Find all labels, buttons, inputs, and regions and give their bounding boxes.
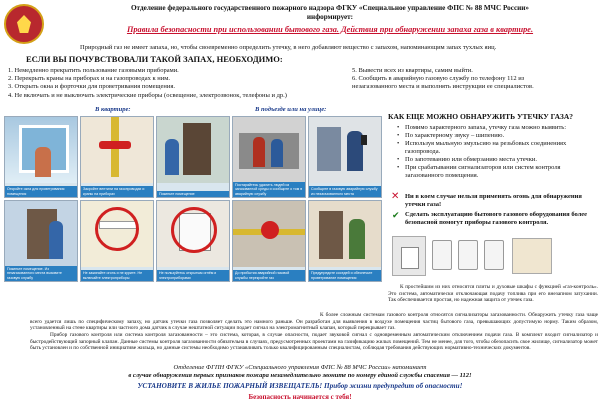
steps-left — [8, 67, 287, 100]
card-caption: Сообщите в газовую аварийную службу из незагазованного места — [309, 186, 381, 197]
header-informs: информирует: — [306, 13, 354, 21]
card-caption: Предупредите соседей и обеспечьте проветривание помещения — [309, 270, 381, 281]
detector-icon — [484, 240, 504, 270]
detect-title: КАК ЕЩЕ МОЖНО ОБНАРУЖИТЬ УТЕЧКУ ГАЗА? — [388, 112, 573, 121]
step-item: 4. Не включать и не выключать электрические приборы (освещение, электрозвонок, телефоны и др.) — [8, 91, 287, 99]
footer-emergency: в случае обнаружения первых признаков пожара незамедлительно звоните по номеру единой службы спасения — 112! — [128, 372, 472, 379]
step-item: 5. Вывести всех из квартиры, самим выйти. — [352, 67, 473, 74]
detect-item: • По запотеванию или обмерзанию места утечки. — [396, 156, 586, 164]
person-icon — [349, 219, 365, 259]
person-icon — [35, 147, 51, 177]
footer-reminder: Отделение ФГПН ФГКУ «Специального управления ФПС № 88 МЧС России» напоминает — [173, 364, 427, 371]
person-icon — [165, 139, 179, 175]
step-item: 6. Сообщить в аварийную газовую службу по телефону 112 из — [352, 75, 525, 83]
page-title: Правила безопасности при использовании бытового газа. Действия при обнаружении запаха газа в квартире. — [126, 25, 534, 34]
necessary-heading: ЕСЛИ ВЫ ПОЧУВСТВОВАЛИ ТАКОЙ ЗАПАХ, НЕОБХОДИМО: — [26, 54, 283, 64]
card-evacuate — [232, 116, 306, 198]
card-caption: До прибытия аварийной газовой службы перекройте газ — [233, 270, 305, 281]
check-text: Сделать эксплуатацию бытового газового оборудования более безопасной помогут приборы газового контроля. — [405, 211, 588, 226]
detect-item: • При срабатывании сигнализаторов или систем контроля загазованного помещения. — [396, 164, 586, 180]
phone-icon — [361, 135, 367, 145]
step-item: 2. Перекрыть краны на приборах и на газопроводах к ним. — [8, 75, 170, 83]
in-apartment-label: В квартире: — [95, 106, 131, 113]
footer-slogan: Безопасность начинается с тебя! — [248, 393, 352, 401]
stove-icon — [512, 238, 552, 274]
card-no-switches — [156, 200, 230, 282]
intro-text: Природный газ не имеет запаха, но, чтобы своевременно определить утечку, в него добавляют вещество с запахом, напоминающим запах тухлых яиц. — [80, 44, 497, 51]
card-call-service — [308, 116, 382, 198]
detector-icon — [401, 247, 419, 269]
valve-icon — [261, 221, 279, 239]
person-icon — [49, 221, 63, 259]
header-org: Отделение федерального государственного пожарного надзора ФГКУ «Специальное управление ФПС № 88 МЧС России» — [130, 4, 530, 12]
steps-right — [352, 67, 534, 92]
card-close-valves — [80, 116, 154, 198]
card-shut-gas — [232, 200, 306, 282]
in-entrance-label: В подъезде или на улице: — [255, 106, 327, 113]
card-caption: Откройте окна для проветривания помещения — [5, 186, 77, 197]
card-open-window — [4, 116, 78, 198]
prohibited-icon — [95, 207, 139, 251]
mchs-emblem — [4, 4, 44, 44]
card-leave-room — [156, 116, 230, 198]
house-illustration — [392, 236, 426, 276]
check-icon: ✔ — [392, 211, 400, 221]
door-icon — [319, 211, 343, 259]
card-warn-neighbors — [308, 200, 382, 282]
card-caption: Покиньте помещение. Из незагазованного места вызовите газовую службу — [5, 266, 77, 281]
detect-item: • По характерному звуку – шипению. — [396, 132, 586, 140]
detect-item: • Помимо характерного запаха, утечку газа можно выявить: — [396, 124, 586, 132]
card-caption: Покиньте помещение — [157, 191, 229, 197]
person-icon — [271, 139, 283, 167]
detect-item: • Используя мыльную эмульсию на резьбовых соединениях газопровода. — [396, 140, 586, 156]
step-item: 3. Открыть окна и форточки для проветривания помещения. — [8, 83, 175, 91]
para-system: Прибор газового контроля или система контроля загазованности – это система, которая, в случае опасности, подает звуковой сигнал с одновременным автоматическим отключением подачи газа. В комплект входит сигнализатор и быстродействующий запорный клапан. Данные системы контроля загазованности обязательна в случаях, предусмотренных проектами на газификацию жилых помещений. Тем не менее, для того, чтобы обезопасить свое жилище, сигнализатор может быть установлен и по собственной инициативе жильца, но данные системы необходимо устанавливать только квалифицированным специалистам, соблюдая требования действующих нормативно-технических документов. — [30, 332, 598, 352]
card-leave-call — [4, 200, 78, 282]
card-caption: Не пользуйтесь открытым огнём и электроприборами — [157, 270, 229, 281]
detector-icon — [458, 240, 478, 270]
person-icon — [253, 137, 265, 167]
para-complex: К более сложным системам газового контроля относятся сигнализаторы загазованности. Обнаружить утечку газа чаще всего удается лишь по специфическому запаху, но датчик утечки газа позволяет сделать это намного раньше. Он разработан для выявления в воздухе помещения частиц бытового газа, превышающих допустимую норму. Таким образом, установленный на стене квартиры или частного дома датчик в случае нештатной ситуации подает сигнал на электромагнитный клапан, который перекрывает газ. — [30, 312, 598, 332]
step-item: незагазованного места и выполнять инструкции ее специалистов. — [352, 83, 534, 91]
valve-icon — [99, 141, 131, 149]
detect-list — [396, 124, 586, 180]
prohibited-icon — [171, 207, 217, 253]
card-caption: Закройте вентили на газопроводах и краны на приборах — [81, 186, 153, 197]
detector-icon — [432, 240, 452, 270]
para-simple: К простейшим из них относятся плиты и духовые шкафы с функцией «газ-контроль». Это система, автоматически отключающая подачу топлива при его внезапном затухании. Так обеспечивается простая, но надежная защита от утечек газа. — [388, 284, 598, 304]
step-item: 1. Немедленно прекратить пользование газовыми приборами. — [8, 67, 179, 74]
stairs-icon — [239, 133, 299, 169]
card-caption: Постарайтесь удалить людей из загазованной среды и сообщите о том в аварийную службу — [233, 182, 305, 197]
footer-detector: УСТАНОВИТЕ В ЖИЛЬЕ ПОЖАРНЫЙ ИЗВЕЩАТЕЛЬ! Прибор жизни предупредит об опасности! — [137, 382, 463, 390]
card-caption: Не зажигайте огонь и не курите. Не включайте электроприборы — [81, 270, 153, 281]
cross-icon: ✕ — [391, 191, 400, 202]
card-no-fire — [80, 200, 154, 282]
building-icon — [317, 127, 341, 171]
warning-text: Ни в коем случае нельзя применять огонь для обнаружения утечки газа! — [405, 193, 582, 208]
door-icon — [183, 123, 211, 175]
